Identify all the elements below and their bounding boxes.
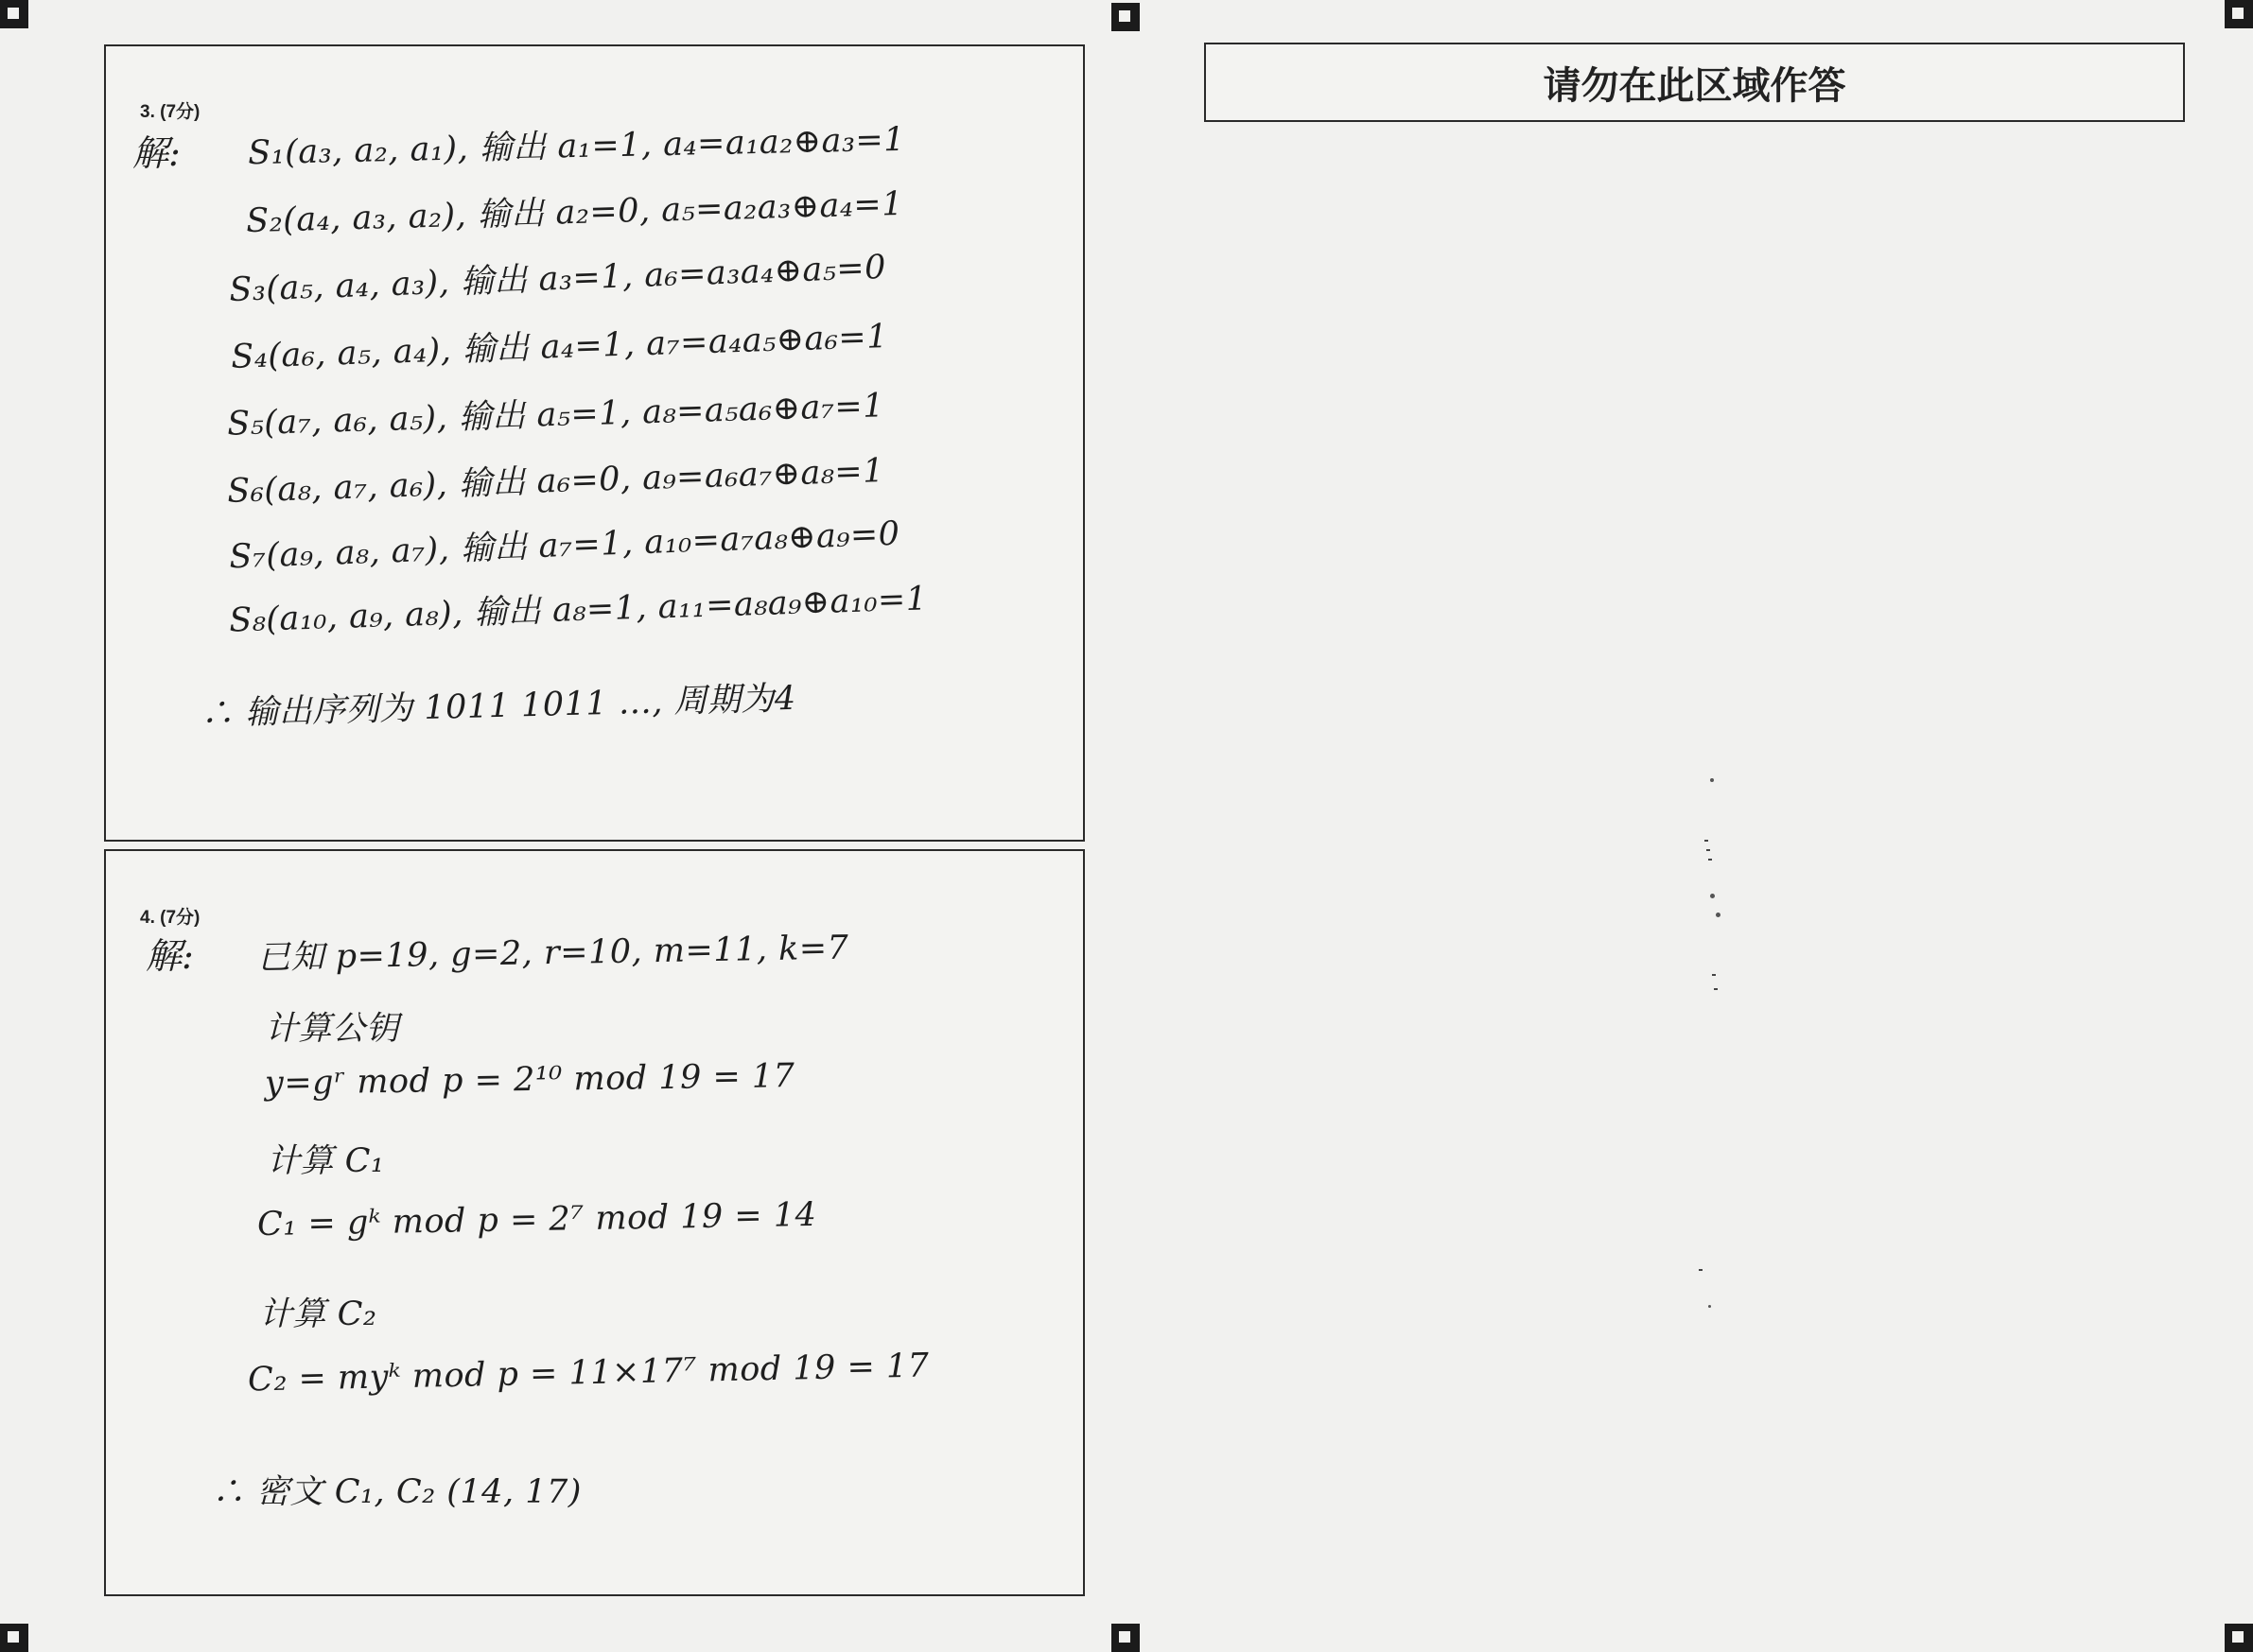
q3-line-1: S₁(a₃, a₂, a₁), 输出 a₁=1, a₄=a₁a₂⊕a₃=1 [247,120,906,173]
q4-line-3: y=gʳ mod p = 2¹⁰ mod 19 = 17 [264,1057,795,1103]
question-4-answer-box [104,849,1085,1596]
q4-line-1: 已知 p=19, g=2, r=10, m=11, k=7 [256,929,849,978]
scan-speck [1699,1269,1703,1271]
q4-line-7: C₂ = myᵏ mod p = 11×17⁷ mod 19 = 17 [247,1347,930,1400]
q3-line-3: S₃(a₅, a₄, a₃), 输出 a₃=1, a₆=a₃a₄⊕a₅=0 [228,248,887,310]
q4-line-6: 计算 C₂ [259,1296,377,1333]
q3-line-4: S₄(a₆, a₅, a₄), 输出 a₄=1, a₇=a₄a₅⊕a₆=1 [230,318,889,376]
question-3-answer-box [104,44,1085,842]
scan-speck [1706,849,1710,851]
q3-conclusion: ∴ 输出序列为 1011 1011 …, 周期为4 [200,679,797,734]
scan-speck [1712,974,1716,976]
question-3-solution-mark: 解: [132,132,181,174]
registration-marker-bottom-center [1111,1624,1140,1652]
scan-speck [1708,859,1712,861]
question-4-label: 4. (7分) [140,908,201,928]
q4-line-2: 计算公钥 [265,1010,400,1048]
registration-marker-top-right [2225,0,2253,28]
scan-speck [1714,988,1718,990]
q3-line-8: S₈(a₁₀, a₉, a₈), 输出 a₈=1, a₁₁=a₈a₉⊕a₁₀=1 [228,580,929,640]
scan-speck [1710,894,1715,898]
scan-speck [1710,778,1714,782]
registration-marker-top-left [0,0,28,28]
q4-line-4: 计算 C₁ [267,1142,385,1180]
q3-line-6: S₆(a₈, a₇, a₆), 输出 a₆=0, a₉=a₆a₇⊕a₈=1 [226,452,885,511]
q3-line-7: S₇(a₉, a₈, a₇), 输出 a₇=1, a₁₀=a₇a₈⊕a₉=0 [228,514,901,577]
registration-marker-top-center [1111,3,1140,31]
registration-marker-bottom-left [0,1624,28,1652]
question-4-solution-mark: 解: [146,935,194,977]
q3-line-5: S₅(a₇, a₆, a₅), 输出 a₅=1, a₈=a₅a₆⊕a₇=1 [226,387,885,443]
do-not-answer-text: 请勿在此区域作答 [1543,63,1846,108]
scan-speck [1716,913,1720,917]
do-not-answer-notice [1204,43,2185,122]
question-3-label: 3. (7分) [140,102,201,122]
q4-line-5: C₁ = gᵏ mod p = 2⁷ mod 19 = 14 [256,1195,817,1244]
scan-speck [1708,1305,1711,1308]
q3-line-2: S₂(a₄, a₃, a₂), 输出 a₂=0, a₅=a₂a₃⊕a₄=1 [245,184,904,241]
q4-conclusion: ∴ 密文 C₁, C₂ (14, 17) [212,1473,582,1511]
scan-speck [1704,840,1708,842]
registration-marker-bottom-right [2225,1624,2253,1652]
